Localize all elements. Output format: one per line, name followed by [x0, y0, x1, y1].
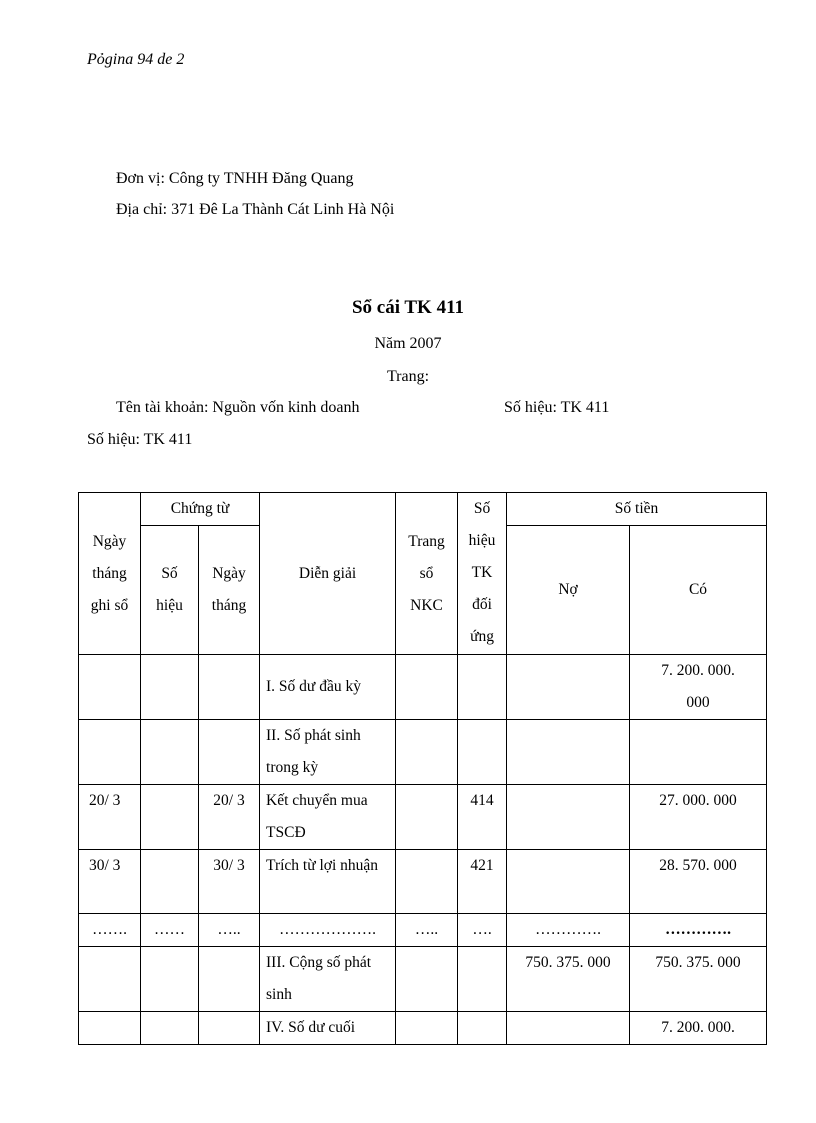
- header-voucher-date: Ngày tháng: [199, 526, 260, 655]
- cell-debit: ………….: [507, 914, 630, 947]
- cell-credit: ………….: [630, 914, 767, 947]
- cell-debit: [507, 850, 630, 914]
- ledger-page: Trang:: [386, 368, 430, 385]
- cell-nkc: [396, 850, 458, 914]
- header-contra-account: Số hiệu TK đối ứng: [458, 493, 507, 655]
- cell-voucher-no: [141, 720, 199, 785]
- cell-voucher-date: [199, 655, 260, 720]
- table-row: [79, 850, 767, 914]
- cell-voucher-date: …..: [199, 914, 260, 947]
- header-nkc-page: Trang sổ NKC: [396, 493, 458, 655]
- cell-description: ……………….: [260, 914, 396, 947]
- cell-credit: [630, 720, 767, 785]
- header-voucher-group: Chứng từ: [141, 493, 260, 526]
- company-unit: Đơn vị: Công ty TNHH Đăng Quang: [116, 170, 354, 187]
- cell-date: [79, 655, 141, 720]
- cell-credit: 7. 200. 000. 000: [630, 655, 767, 720]
- cell-voucher-no: [141, 947, 199, 1012]
- cell-credit: 7. 200. 000.: [630, 1012, 767, 1045]
- cell-date: …….: [79, 914, 141, 947]
- cell-nkc: [396, 655, 458, 720]
- table-row: [79, 1012, 767, 1045]
- cell-nkc: [396, 720, 458, 785]
- cell-nkc: [396, 785, 458, 850]
- cell-voucher-date: [199, 720, 260, 785]
- cell-contra: 421: [458, 850, 507, 914]
- cell-voucher-no: [141, 785, 199, 850]
- cell-contra: 414: [458, 785, 507, 850]
- cell-contra: ….: [458, 914, 507, 947]
- header-credit: Có: [630, 526, 767, 655]
- cell-contra: [458, 1012, 507, 1045]
- cell-debit: [507, 655, 630, 720]
- page-header: Pỏgina 94 de 2: [87, 51, 185, 68]
- account-code-right: Số hiệu: TK 411: [504, 399, 610, 416]
- cell-voucher-date: 20/ 3: [199, 785, 260, 850]
- cell-date: 20/ 3: [79, 785, 141, 850]
- cell-date: 30/ 3: [79, 850, 141, 914]
- cell-description: III. Cộng số phát sinh: [260, 947, 396, 1012]
- cell-description: Trích từ lợi nhuận: [260, 850, 396, 914]
- table-row: [79, 785, 767, 850]
- cell-date: [79, 720, 141, 785]
- header-debit: Nợ: [507, 526, 630, 655]
- cell-voucher-date: [199, 1012, 260, 1045]
- cell-debit: [507, 720, 630, 785]
- cell-contra: [458, 720, 507, 785]
- header-date: Ngày tháng ghi sổ: [79, 493, 141, 655]
- cell-contra: [458, 655, 507, 720]
- table-row: [79, 914, 767, 947]
- cell-description: Kết chuyển mua TSCĐ: [260, 785, 396, 850]
- cell-date: [79, 947, 141, 1012]
- cell-voucher-date: 30/ 3: [199, 850, 260, 914]
- header-voucher-no: Số hiệu: [141, 526, 199, 655]
- cell-voucher-no: [141, 850, 199, 914]
- cell-description: IV. Số dư cuối: [260, 1012, 396, 1045]
- cell-debit: [507, 1012, 630, 1045]
- cell-nkc: [396, 1012, 458, 1045]
- header-amount-group: Số tiền: [507, 493, 767, 526]
- cell-voucher-date: [199, 947, 260, 1012]
- table-row: [79, 655, 767, 720]
- cell-nkc: …..: [396, 914, 458, 947]
- cell-credit: 28. 570. 000: [630, 850, 767, 914]
- cell-nkc: [396, 947, 458, 1012]
- cell-contra: [458, 947, 507, 1012]
- cell-voucher-no: ……: [141, 914, 199, 947]
- ledger-table: [78, 492, 767, 1045]
- cell-credit: 27. 000. 000: [630, 785, 767, 850]
- cell-credit: 750. 375. 000: [630, 947, 767, 1012]
- cell-description: II. Số phát sinh trong kỳ: [260, 720, 396, 785]
- ledger-year: Năm 2007: [374, 335, 442, 352]
- table-row: [79, 720, 767, 785]
- company-address: Địa chỉ: 371 Đê La Thành Cát Linh Hà Nội: [116, 201, 395, 218]
- cell-debit: 750. 375. 000: [507, 947, 630, 1012]
- cell-voucher-no: [141, 655, 199, 720]
- table-row: [79, 947, 767, 1012]
- ledger-title: Sổ cái TK 411: [351, 297, 465, 318]
- header-description: Diễn giải: [260, 493, 396, 655]
- cell-date: [79, 1012, 141, 1045]
- account-name: Tên tài khoản: Nguồn vốn kinh doanh: [116, 399, 360, 416]
- cell-description: I. Số dư đầu kỳ: [260, 655, 396, 720]
- account-code-left: Số hiệu: TK 411: [87, 431, 193, 448]
- cell-voucher-no: [141, 1012, 199, 1045]
- cell-debit: [507, 785, 630, 850]
